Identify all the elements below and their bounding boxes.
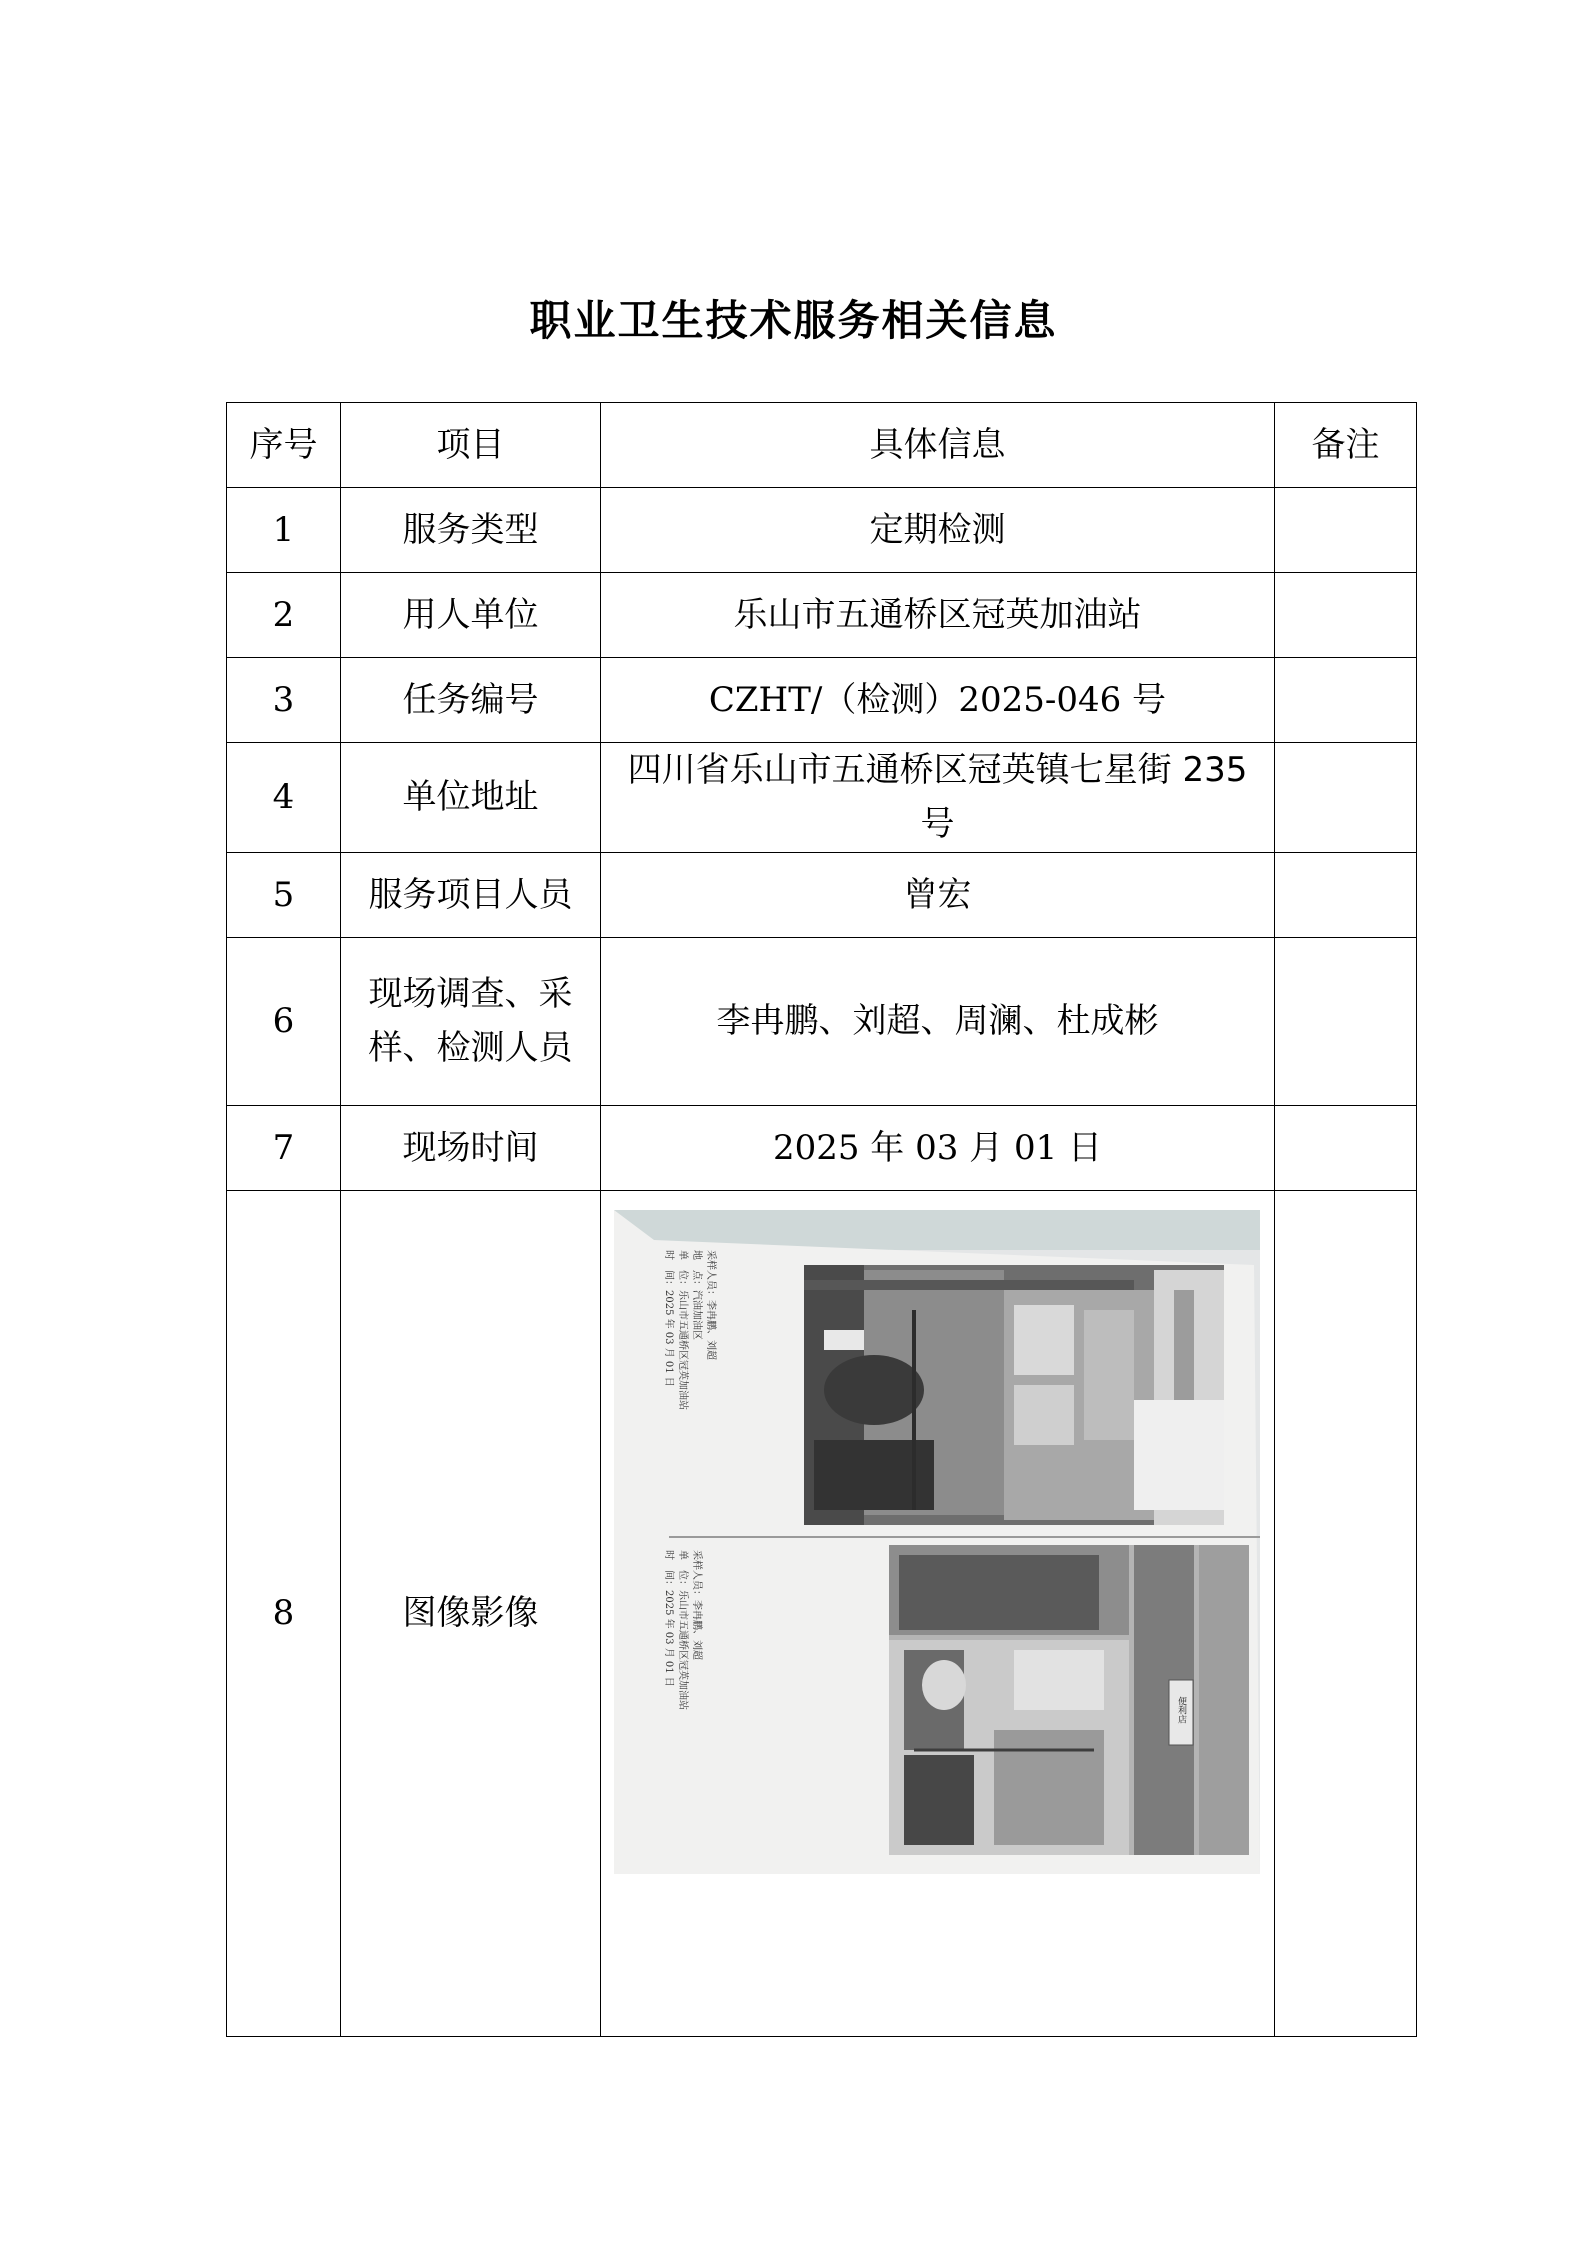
row-number: 4: [227, 743, 341, 853]
row-item: 现场时间: [341, 1105, 601, 1190]
row-number: 7: [227, 1105, 341, 1190]
header-cell: 项目: [341, 403, 601, 488]
row-number: 5: [227, 852, 341, 937]
table-row: [227, 1105, 1417, 1190]
photo-caption-line: 采样人员：李冉鹏、刘超: [691, 1549, 702, 1660]
row-note: [1275, 1105, 1417, 1190]
row-note: [1275, 1190, 1417, 2036]
row-item: 单位地址: [341, 743, 601, 853]
info-table: [226, 402, 1417, 2037]
photo-caption-line: 采样人员：李冉鹏、刘超: [705, 1249, 716, 1360]
photo-caption-line: 时 间：2025 年 03 月 01 日: [663, 1249, 674, 1387]
row-note: [1275, 937, 1417, 1105]
row-number: 3: [227, 658, 341, 743]
table-row: [227, 1190, 1417, 2036]
row-item: 现场调查、采样、检测人员: [341, 937, 601, 1105]
table-row: [227, 743, 1417, 853]
row-note: [1275, 488, 1417, 573]
table-row: [227, 937, 1417, 1105]
header-cell: 具体信息: [601, 403, 1275, 488]
row-note: [1275, 658, 1417, 743]
page-title: 职业卫生技术服务相关信息: [529, 296, 1058, 345]
photo-caption-line: 单 位：乐山市五通桥区冠英加油站: [677, 1249, 688, 1410]
row-number: 1: [227, 488, 341, 573]
table-row: [227, 852, 1417, 937]
forecourt-photo: [804, 1265, 1224, 1525]
row-info: 定期检测: [601, 488, 1275, 573]
row-info: CZHT/（检测）2025-046 号: [601, 658, 1275, 743]
store-photo: [889, 1545, 1249, 1855]
header-cell: 序号: [227, 403, 341, 488]
row-number: 2: [227, 573, 341, 658]
row-info: 四川省乐山市五通桥区冠英镇七星街 235 号: [601, 743, 1275, 853]
site-photo: [614, 1210, 1260, 1874]
table-row: [227, 488, 1417, 573]
row-item: 用人单位: [341, 573, 601, 658]
row-item: 图像影像: [341, 1190, 601, 2036]
row-info: 李冉鹏、刘超、周澜、杜成彬: [601, 937, 1275, 1105]
row-info: 2025 年 03 月 01 日: [601, 1105, 1275, 1190]
row-info: 乐山市五通桥区冠英加油站: [601, 573, 1275, 658]
table-row: [227, 658, 1417, 743]
row-info: [601, 1190, 1275, 2036]
row-number: 6: [227, 937, 341, 1105]
header-cell: 备注: [1275, 403, 1417, 488]
photo-caption-line: 时 间：2025 年 03 月 01 日: [663, 1549, 674, 1687]
row-note: [1275, 573, 1417, 658]
photo-caption-line: 地 点：汽油加油区: [691, 1249, 702, 1340]
photo-caption-line: 单 位：乐山市五通桥区冠英加油站: [677, 1549, 688, 1710]
store-sign-text: 便利店: [1176, 1696, 1186, 1724]
row-info: 曾宏: [601, 852, 1275, 937]
row-item: 服务项目人员: [341, 852, 601, 937]
row-item: 服务类型: [341, 488, 601, 573]
row-note: [1275, 852, 1417, 937]
row-item: 任务编号: [341, 658, 601, 743]
table-header-row: [227, 403, 1417, 488]
table-row: [227, 573, 1417, 658]
row-note: [1275, 743, 1417, 853]
row-number: 8: [227, 1190, 341, 2036]
